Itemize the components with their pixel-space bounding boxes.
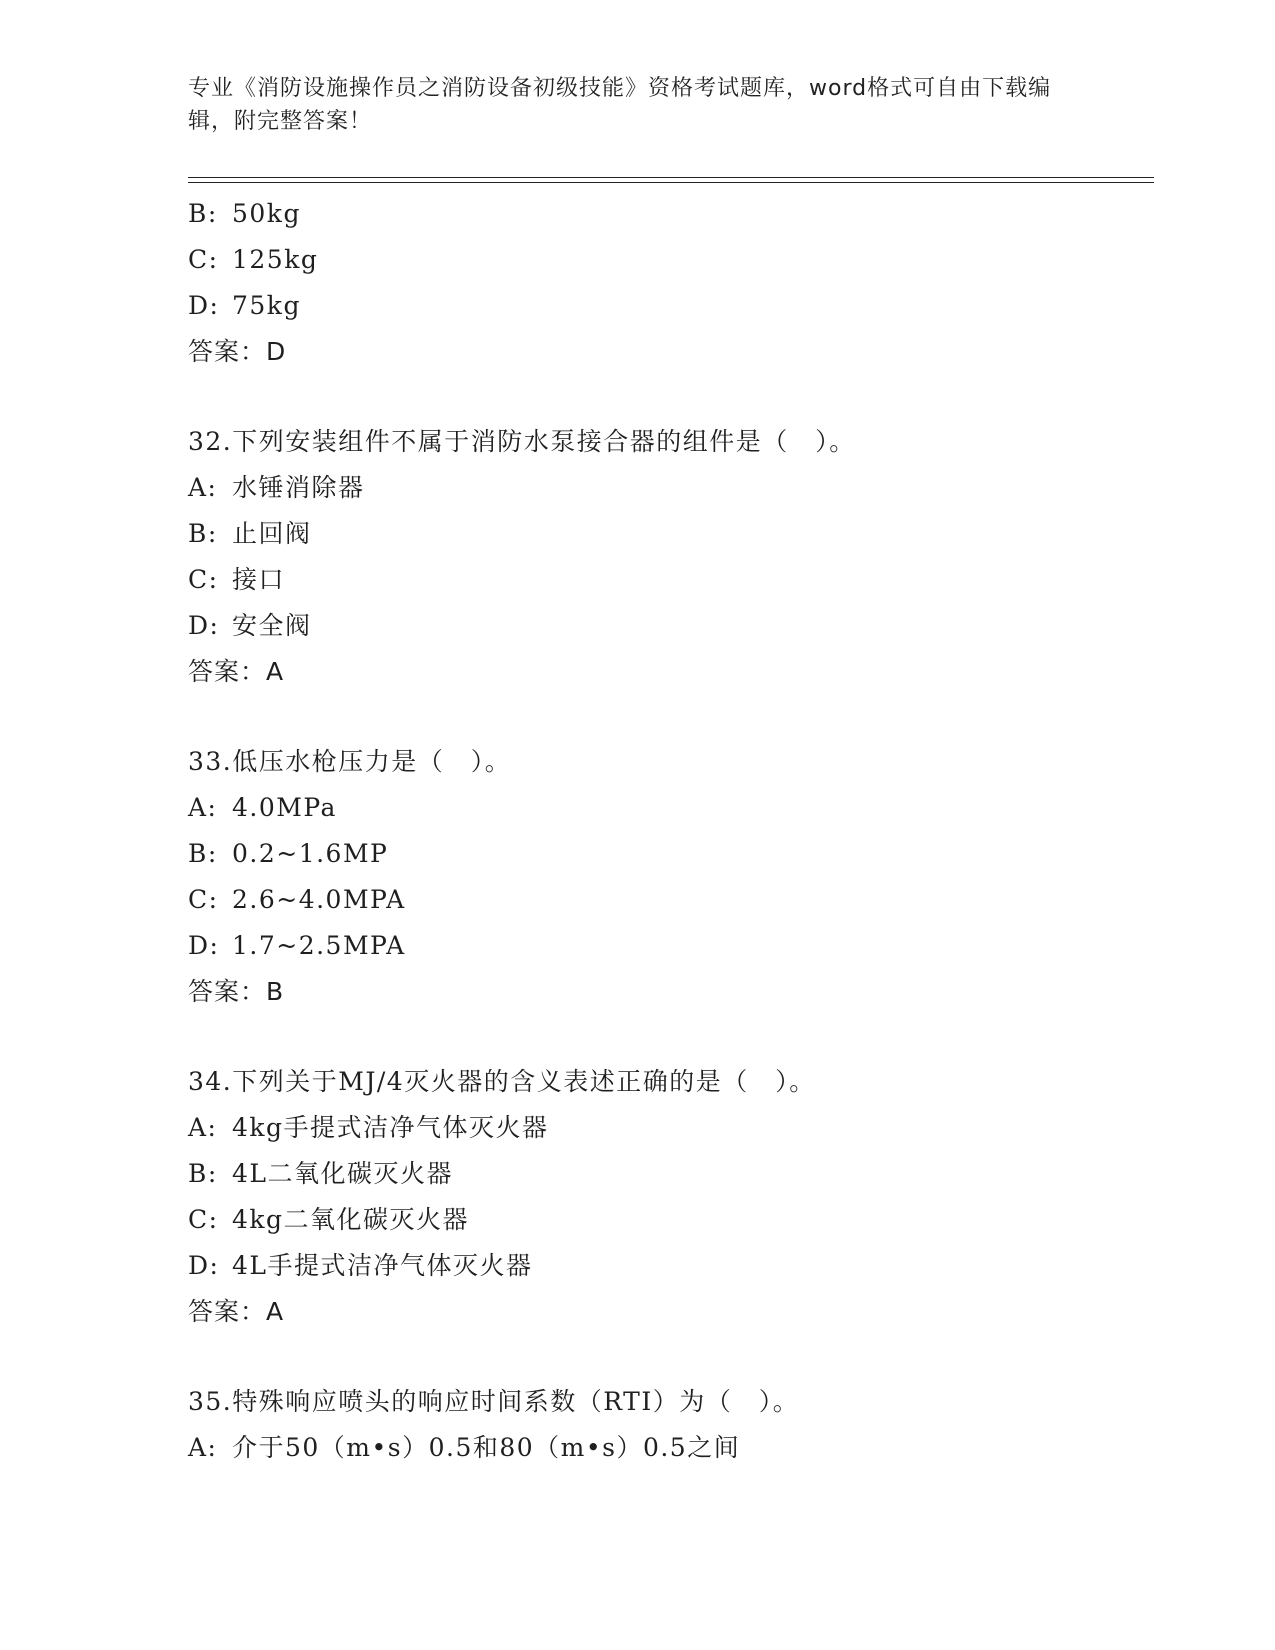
answer-line: 答案：A <box>188 1297 285 1326</box>
question-stem: 35.特殊响应喷头的响应时间系数（RTI）为（ ）。 <box>188 1387 800 1416</box>
question-stem: 32.下列安装组件不属于消防水泵接合器的组件是（ ）。 <box>188 427 856 456</box>
answer-line: 答案：A <box>188 657 285 686</box>
spacer <box>188 375 1148 419</box>
question-35 <box>188 1379 1148 1471</box>
option-c: C: 125kg <box>188 245 319 274</box>
spacer <box>188 1015 1148 1059</box>
option-d: D: 1.7~2.5MPA <box>188 931 406 960</box>
option-a: A: 介于50（m•s）0.5和80（m•s）0.5之间 <box>188 1433 741 1462</box>
option-c: C: 接口 <box>188 565 286 594</box>
option-b: B: 0.2~1.6MP <box>188 839 389 868</box>
answer-line: 答案：D <box>188 337 287 366</box>
option-d: D: 4L手提式洁净气体灭火器 <box>188 1251 533 1280</box>
spacer <box>188 1335 1148 1379</box>
header-rule-bottom <box>188 182 1154 183</box>
option-a: A: 水锤消除器 <box>188 473 365 502</box>
header-intro-text: 专业《消防设施操作员之消防设备初级技能》资格考试题库，word格式可自由下载编辑，附完整答案！ <box>188 76 1052 134</box>
answer-line: 答案：B <box>188 977 285 1006</box>
option-b: B: 4L二氧化碳灭火器 <box>188 1159 454 1188</box>
option-a: A: 4.0MPa <box>188 793 337 822</box>
question-list <box>188 191 1148 1471</box>
option-a: A: 4kg手提式洁净气体灭火器 <box>188 1113 549 1142</box>
option-c: C: 4kg二氧化碳灭火器 <box>188 1205 470 1234</box>
question-32 <box>188 419 1148 695</box>
question-31-continued <box>188 191 1148 375</box>
header-rule-top <box>188 177 1154 178</box>
spacer <box>188 695 1148 739</box>
option-b: B: 50kg <box>188 199 301 228</box>
question-stem: 34.下列关于MJ/4灭火器的含义表述正确的是（ ）。 <box>188 1067 816 1096</box>
option-b: B: 止回阀 <box>188 519 312 548</box>
option-d: D: 安全阀 <box>188 611 312 640</box>
option-c: C: 2.6~4.0MPA <box>188 885 406 914</box>
question-33 <box>188 739 1148 1015</box>
question-stem: 33.低压水枪压力是（ ）。 <box>188 747 512 776</box>
option-d: D: 75kg <box>188 291 301 320</box>
document-header <box>188 72 1088 138</box>
question-34 <box>188 1059 1148 1335</box>
